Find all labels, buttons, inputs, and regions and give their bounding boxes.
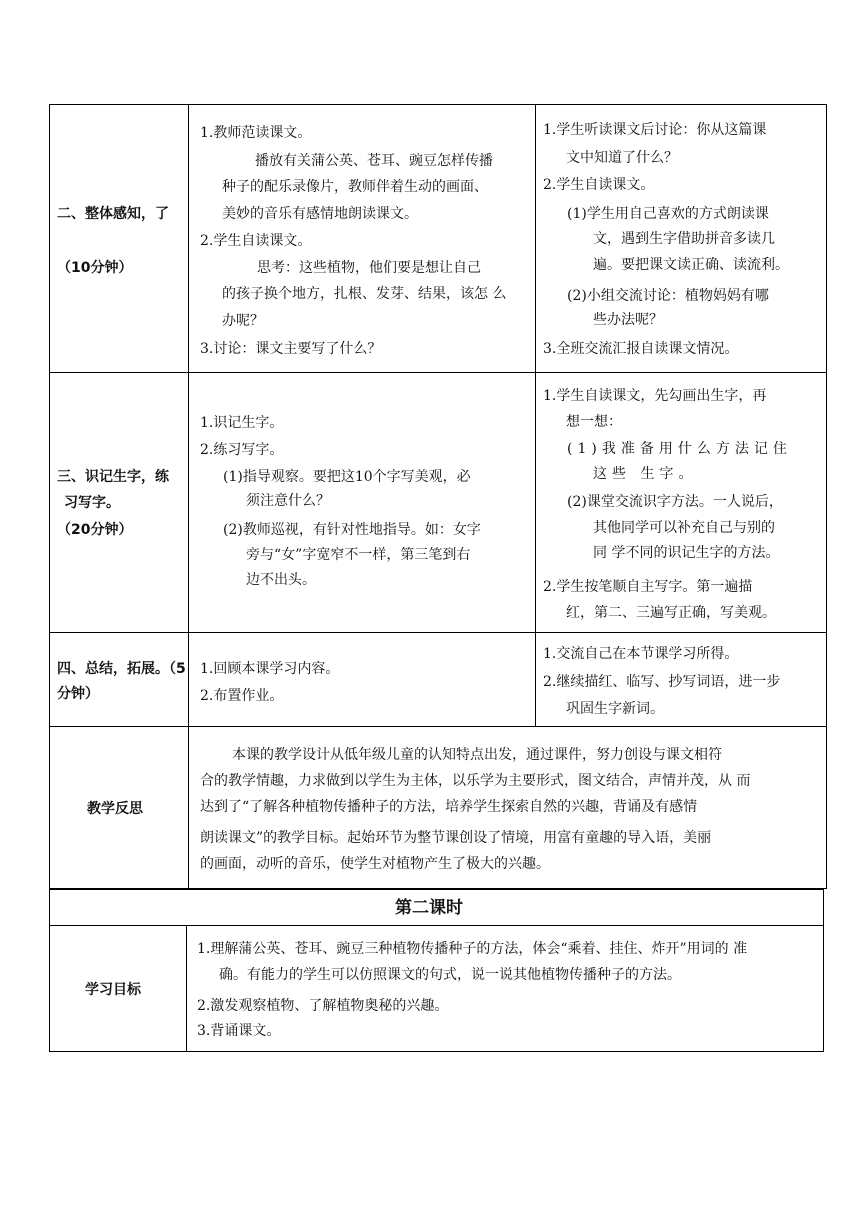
activity-line: 2.学生自读课文。 (543, 177, 655, 193)
section-label: 三、识记生字，练 (57, 469, 169, 485)
reflection-label: 教学反思 (87, 801, 143, 817)
activity-line: 文，遇到生字借助拼音多读几 (593, 231, 775, 247)
row-divider (49, 372, 827, 373)
activity-line: 旁与“女”字宽窄不一样，第三笔到右 (246, 547, 471, 563)
activity-line: 同 学不同的识记生字的方法。 (593, 545, 780, 561)
section-duration: 分钟） (57, 686, 99, 702)
row-divider (49, 632, 827, 633)
activity-line: (1)学生用自己喜欢的方式朗读课 (567, 206, 769, 222)
reflection-line: 本课的教学设计从低年级儿童的认知特点出发，通过课件，努力创设与课文相符 (232, 747, 722, 763)
activity-line: 美妙的音乐有感情地朗读课文。 (222, 206, 418, 222)
activity-line: 种子的配乐录像片，教师伴着生动的画面、 (222, 179, 488, 195)
second-lesson-title: 第二课时 (395, 898, 463, 918)
goal-line: 3.背诵课文。 (197, 1023, 281, 1039)
goal-line: 1.理解蒲公英、苍耳、豌豆三种植物传播种子的方法，体会“乘着、挂住、炸开”用词的 准 (197, 941, 748, 957)
activity-line: 2.继续描红、临写、抄写词语，进一步 (543, 674, 781, 690)
reflection-line: 合的教学情趣，力求做到以学生为主体，以乐学为主要形式，图文结合，声情并茂，从 而 (200, 773, 751, 789)
activity-line: (1)我准备用什么方法记住 (567, 441, 792, 457)
goal-line: 确。有能力的学生可以仿照课文的句式，说一说其他植物传播种子的方法。 (219, 967, 681, 983)
activity-line: 巩固生字新词。 (566, 701, 664, 717)
activity-line: 1.交流自己在本节课学习所得。 (543, 646, 739, 662)
activity-line: 思考：这些植物，他们要是想让自己 (257, 260, 481, 276)
activity-line: 些办法呢？ (593, 312, 663, 328)
activity-line: 办呢？ (222, 313, 264, 329)
activity-line: 边不出头。 (246, 572, 316, 588)
activity-line: 遍。要把课文读正确、读流利。 (593, 257, 789, 273)
activity-line: 2.练习写字。 (200, 442, 284, 458)
activity-line: 文中知道了什么？ (566, 150, 678, 166)
section-duration: （10分钟） (57, 260, 133, 276)
activity-line: (2)小组交流讨论：植物妈妈有哪 (567, 288, 769, 304)
activity-line: (2)课堂交流识字方法。一人说后， (567, 494, 783, 510)
activity-line: (1)指导观察。要把这10个字写美观，必 (223, 469, 471, 485)
row-divider (49, 925, 824, 926)
activity-line: (2)教师巡视，有针对性地指导。如：女字 (223, 522, 481, 538)
activity-line: 2.学生自读课文。 (200, 233, 312, 249)
column-divider (186, 925, 187, 1052)
activity-line: 须注意什么？ (246, 493, 330, 509)
activity-line: 1.学生听读课文后讨论：你从这篇课 (543, 122, 767, 138)
activity-line: 3.讨论：课文主要写了什么？ (200, 341, 382, 357)
activity-line: 2.学生按笔顺自主写字。第一遍描 (543, 579, 753, 595)
activity-line: 播放有关蒲公英、苍耳、豌豆怎样传播 (255, 153, 493, 169)
reflection-line: 达到了“了解各种植物传播种子的方法，培养学生探索自然的兴趣，背诵及有感情 (200, 799, 698, 815)
activity-line: 红，第二、三遍写正确，写美观。 (566, 605, 776, 621)
row-divider (49, 726, 827, 727)
section-label: 四、总结，拓展。（5 (57, 661, 186, 677)
activity-line: 的孩子换个地方，扎根、发芽、结果，该怎 么 (222, 286, 507, 302)
activity-line: 这些 生字。 (593, 466, 698, 482)
column-divider (188, 104, 189, 889)
reflection-line: 朗读课文”的教学目标。起始环节为整节课创设了情境，用富有童趣的导入语，美丽 (200, 830, 712, 846)
section-label: 习写字。 (64, 495, 120, 511)
activity-line: 1.识记生字。 (200, 415, 284, 431)
activity-line: 1.回顾本课学习内容。 (200, 661, 340, 677)
section-label: 二、整体感知，了 (57, 206, 169, 222)
learning-goals-label: 学习目标 (85, 982, 141, 998)
activity-line: 1.学生自读课文，先勾画出生字，再 (543, 388, 767, 404)
goal-line: 2.激发观察植物、了解植物奥秘的兴趣。 (197, 998, 449, 1014)
activity-line: 其他同学可以补充自己与别的 (593, 520, 775, 536)
activity-line: 想一想： (566, 414, 622, 430)
reflection-line: 的画面，动听的音乐，使学生对植物产生了极大的兴趣。 (200, 856, 550, 872)
activity-line: 2.布置作业。 (200, 688, 284, 704)
activity-line: 3.全班交流汇报自读课文情况。 (543, 341, 739, 357)
section-duration: （20分钟） (57, 522, 133, 538)
activity-line: 1.教师范读课文。 (200, 125, 312, 141)
